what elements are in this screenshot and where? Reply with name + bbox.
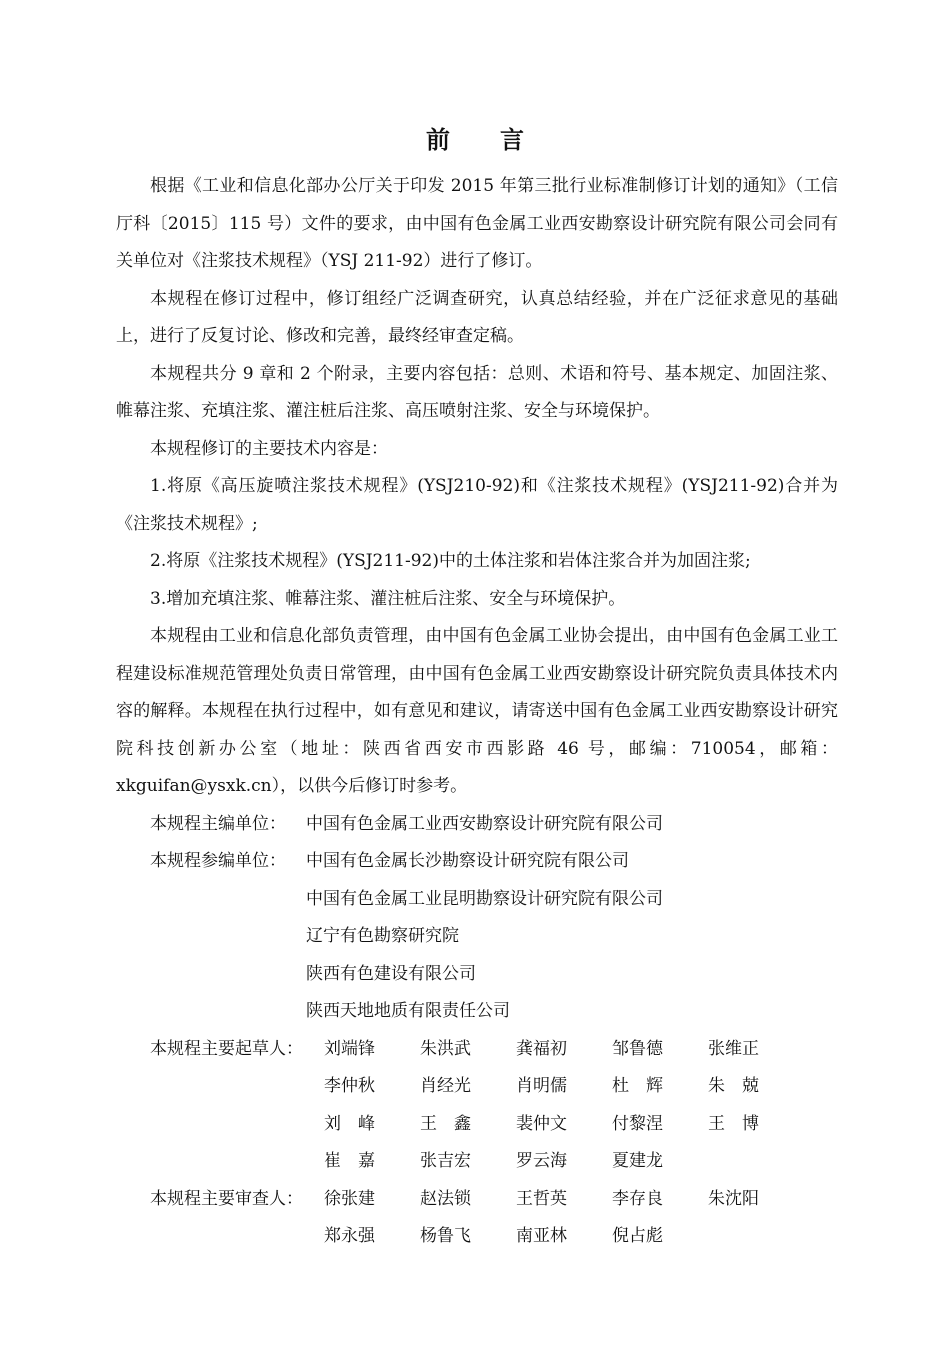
drafter-name: 崔 嘉 (324, 1151, 375, 1171)
reviewer-name: 徐张建 (324, 1188, 375, 1209)
paragraph-contents: 本规程共分 9 章和 2 个附录，主要内容包括：总则、术语和符号、基本规定、加固注浆、帷幕注浆、充填注浆、灌注桩后注浆、高压喷射注浆、安全与环境保护。 (116, 363, 838, 421)
drafters-row (116, 1143, 838, 1181)
participant-unit: 陕西天地地质有限责任公司 (306, 1001, 510, 1021)
drafter-name: 王 鑫 (420, 1113, 471, 1134)
chief-editor-row (116, 806, 838, 844)
reviewers-row (116, 1181, 838, 1219)
reviewer-name: 郑永强 (324, 1226, 375, 1246)
participant-unit: 中国有色金属长沙勘察设计研究院有限公司 (306, 851, 629, 871)
drafter-name: 张维正 (708, 1038, 759, 1059)
drafter-name: 刘 峰 (324, 1113, 375, 1134)
participant-row (116, 956, 838, 994)
participants-label: 本规程参编单位： (150, 851, 286, 871)
drafter-name: 张吉宏 (420, 1151, 471, 1171)
drafters-label: 本规程主要起草人： (150, 1038, 303, 1059)
participant-row (116, 918, 838, 956)
drafter-name: 付黎涅 (612, 1113, 663, 1134)
preface-body (116, 168, 838, 1256)
drafter-name: 杜 辉 (612, 1076, 663, 1096)
revision-item-2: 2.将原《注浆技术规程》(YSJ211-92)中的土体注浆和岩体注浆合并为加固注浆; (150, 551, 751, 571)
drafter-name: 李仲秋 (324, 1076, 375, 1096)
participant-unit: 中国有色金属工业昆明勘察设计研究院有限公司 (306, 888, 663, 909)
chief-editor-unit: 中国有色金属工业西安勘察设计研究院有限公司 (306, 813, 663, 834)
drafter-name: 肖明儒 (516, 1076, 567, 1096)
paragraph-management: 本规程由工业和信息化部负责管理，由中国有色金属工业协会提出，由中国有色金属工业工程建设标准规范管理处负责日常管理，由中国有色金属工业西安勘察设计研究院负责具体技术内容的解释。本规程在执行过程中，如有意见和建议，请寄送中国有色金属工业西安勘察设计研究院科技创新办公室（地址：陕西省西安市西影路 46 号，邮编：710054，邮箱：xkguifan@ysxk.cn），以供今后修订时参考。 (116, 626, 838, 796)
drafter-name: 龚福初 (516, 1038, 567, 1059)
drafter-name: 夏建龙 (612, 1151, 663, 1171)
paragraph-revisions-intro: 本规程修订的主要技术内容是： (150, 438, 388, 459)
participant-unit: 陕西有色建设有限公司 (306, 963, 476, 984)
drafters-row (116, 1031, 838, 1069)
reviewer-name: 赵法锁 (420, 1188, 471, 1209)
page-title (0, 120, 950, 155)
title-char-2: 言 (500, 125, 524, 154)
reviewers-row (116, 1218, 838, 1256)
drafter-name: 邹鲁德 (612, 1038, 663, 1059)
chief-editor-label: 本规程主编单位： (150, 813, 286, 834)
participant-unit: 辽宁有色勘察研究院 (306, 926, 459, 946)
revision-item-3: 3.增加充填注浆、帷幕注浆、灌注桩后注浆、安全与环境保护。 (150, 588, 626, 609)
reviewer-name: 朱沈阳 (708, 1188, 759, 1209)
participant-row (116, 843, 838, 881)
reviewer-name: 王哲英 (516, 1188, 567, 1209)
paragraph-basis: 根据《工业和信息化部办公厅关于印发 2015 年第三批行业标准制修订计划的通知》（工信厅科〔2015〕115 号）文件的要求，由中国有色金属工业西安勘察设计研究院有限公司会同有关单位对《注浆技术规程》（YSJ 211-92）进行了修订。 (116, 176, 838, 271)
drafter-name: 朱洪武 (420, 1038, 471, 1059)
drafter-name: 肖经光 (420, 1076, 471, 1096)
drafter-name: 刘端锋 (324, 1038, 375, 1059)
revision-item-1: 1.将原《高压旋喷注浆技术规程》(YSJ210-92)和《注浆技术规程》(YSJ211-92)合并为《注浆技术规程》; (116, 476, 838, 534)
drafter-name: 王 博 (708, 1113, 759, 1134)
drafter-name: 裴仲文 (516, 1113, 567, 1134)
reviewer-name: 李存良 (612, 1188, 663, 1209)
paragraph-process: 本规程在修订过程中，修订组经广泛调查研究，认真总结经验，并在广泛征求意见的基础上，进行了反复讨论、修改和完善，最终经审查定稿。 (116, 288, 838, 346)
title-char-1: 前 (426, 125, 450, 154)
participant-row (116, 881, 838, 919)
reviewer-name: 南亚林 (516, 1226, 567, 1246)
drafters-row (116, 1106, 838, 1144)
reviewers-label: 本规程主要审查人： (150, 1188, 303, 1209)
drafter-name: 罗云海 (516, 1151, 567, 1171)
reviewer-name: 倪占彪 (612, 1226, 663, 1246)
participant-row (116, 993, 838, 1031)
drafters-row (116, 1068, 838, 1106)
drafter-name: 朱 兢 (708, 1076, 759, 1096)
reviewer-name: 杨鲁飞 (420, 1226, 471, 1246)
